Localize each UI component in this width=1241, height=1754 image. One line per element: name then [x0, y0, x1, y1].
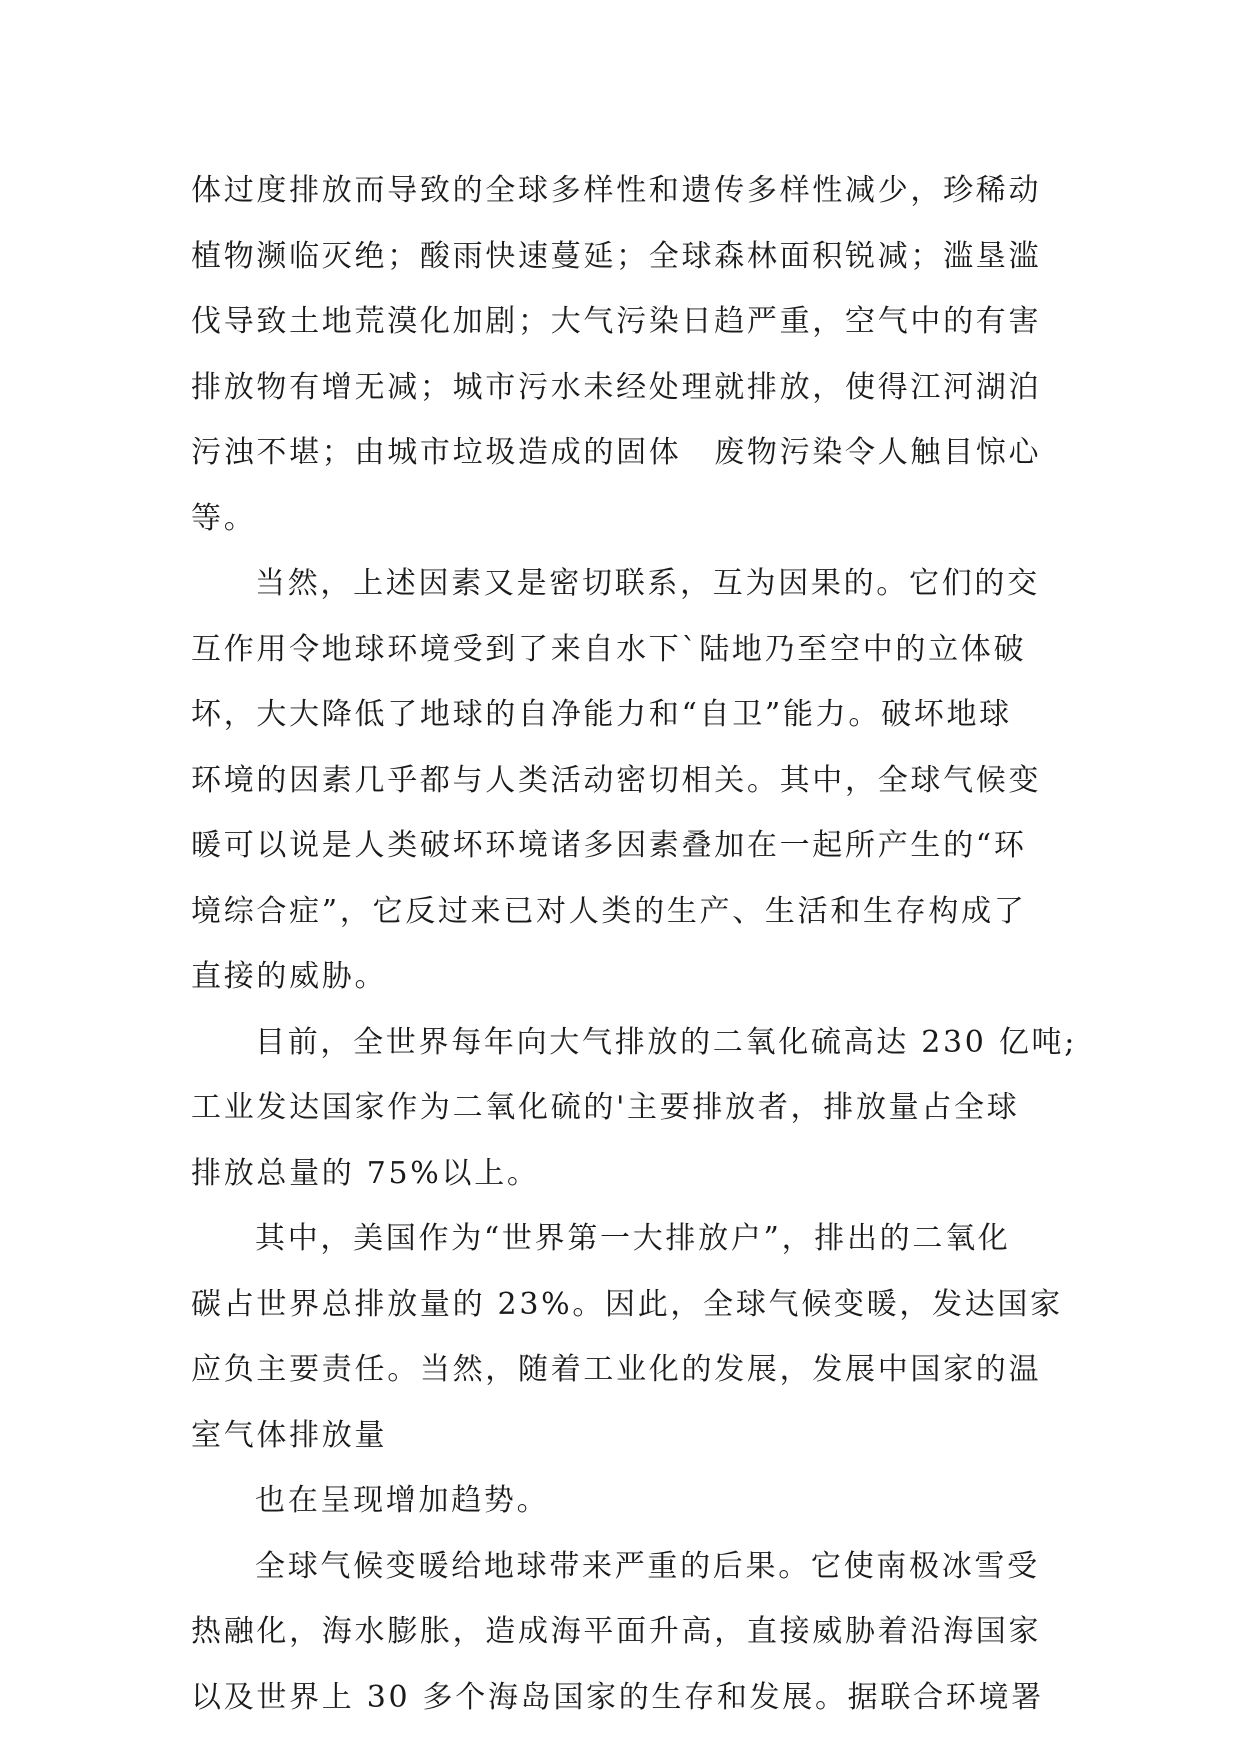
text-line: 暖可以说是人类破坏环境诸多因素叠加在一起所产生的“环 [191, 828, 1027, 863]
text-line: 碳占世界总排放量的 23%。因此，全球气候变暖，发达国家 [191, 1286, 1063, 1322]
text-line: 当然，上述因素又是密切联系，互为因果的。它们的交 [255, 566, 1040, 601]
text-line: 应负主要责任。当然，随着工业化的发展，发展中国家的温 [191, 1352, 1042, 1387]
text-line: 环境的因素几乎都与人类活动密切相关。其中，全球气候变 [191, 762, 1042, 798]
text-line: 植物濒临灭绝；酸雨快速蔓延；全球森林面积锐减；滥垦滥 [191, 238, 1042, 274]
text-line: 伐导致土地荒漠化加剧；大气污染日趋严重，空气中的有害 [191, 304, 1042, 339]
text-line: 体过度排放而导致的全球多样性和遗传多样性减少，珍稀动 [191, 173, 1042, 208]
text-line: 排放总量的 75%以上。 [191, 1155, 540, 1191]
text-line: 互作用令地球环境受到了来自水下`陆地乃至空中的立体破 [191, 631, 1027, 667]
document-text-body [191, 158, 1078, 1730]
text-line: 工业发达国家作为二氧化硫的'主要排放者，排放量占全球 [191, 1090, 1020, 1125]
text-line: 其中，美国作为“世界第一大排放户”，排出的二氧化 [255, 1221, 1011, 1256]
text-line: 污浊不堪；由城市垃圾造成的固体 废物污染令人触目惊心 [191, 435, 1042, 470]
text-line: 境综合症”，它反过来已对人类的生产、生活和生存构成了 [191, 893, 1027, 929]
text-line: 也在呈现增加趋势。 [255, 1483, 550, 1518]
text-line: 直接的威胁。 [191, 959, 388, 994]
text-line: 室气体排放量 [191, 1417, 388, 1453]
text-line: 以及世界上 30 多个海岛国家的生存和发展。据联合环境署 [191, 1679, 1044, 1715]
text-line: 坏，大大降低了地球的自净能力和“自卫”能力。破坏地球 [191, 697, 1012, 732]
text-line: 全球气候变暖给地球带来严重的后果。它使南极冰雪受 [255, 1548, 1040, 1584]
text-line: 等。 [191, 500, 257, 536]
text-line: 目前，全世界每年向大气排放的二氧化硫高达 230 亿吨; [255, 1024, 1078, 1060]
text-line: 排放物有增无减；城市污水未经处理就排放，使得江河湖泊 [191, 369, 1042, 405]
text-line: 热融化，海水膨胀，造成海平面升高，直接威胁着沿海国家 [191, 1614, 1042, 1649]
